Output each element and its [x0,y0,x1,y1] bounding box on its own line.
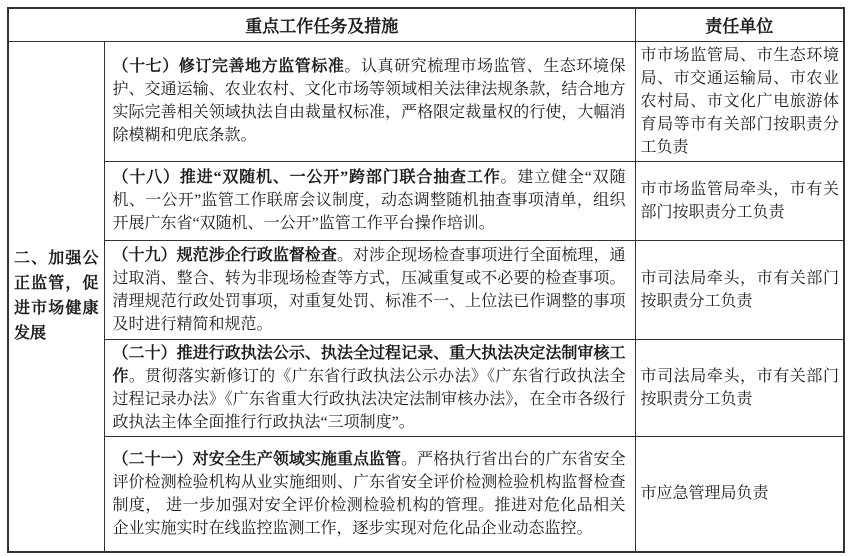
task-body: 。对涉企现场检查事项进行全面梳理，通过取消、整合、转为非现场检查等方式，压减重复或不必要的检查事项。清理规范行政处罚事项，对重复处罚、标准不一、上位法已作调整的事项及时进行精简和规范。 [112,246,626,333]
table-row [8,240,844,339]
task-title: （二十一）对安全生产领域实施重点监管 [112,450,402,468]
category-cell: 二、加强公正监管，促进市场健康发展 [8,41,104,552]
table-row [8,436,844,552]
task-cell [104,161,635,240]
task-title: （十九）规范涉企行政监督检查 [112,246,337,264]
task-body: 。认真研究梳理市场监管、生态环境保护、交通运输、农业农村、文化市场等领域相关法律法规条款，结合地方实际完善相关领域执法自由裁量权标准，严格限定裁量权的行使，大幅消除模糊和兜底条款。 [112,58,626,144]
task-body: 。贯彻落实新修订的《广东省行政执法公示办法》《广东省行政执法全过程记录办法》《广东省重大行政执法决定法制审核办法》，在全市各级行政执法主体全面推行行政执法“三项制度”。 [112,367,626,431]
task-cell [104,240,635,339]
task-body: 。建立健全“双随机、一公开”监管工作联席会议制度，动态调整随机抽查事项清单，组织开展广东省“双随机、一公开”监管工作平台操作培训。 [112,169,626,232]
responsible-unit-cell: 市市场监管局、市生态环境局、市交通运输局、市农业农村局、市文化广电旅游体育局等市有关部门按职责分工负责 [635,41,844,161]
responsible-unit-cell: 市应急管理局负责 [635,436,844,552]
table-row [8,339,844,436]
work-tasks-table [7,7,845,553]
task-cell [104,436,635,552]
task-body: 。严格执行省出台的广东省安全评价检测检验机构从业实施细则、广东省安全评价检测检验机构监督检查制度， 进一步加强对安全评价检测检验机构的管理。推进对危化品相关企业实施实时在线监控监测工作，逐步实现对危化品企业动态监控。 [112,450,626,537]
responsible-unit-cell: 市司法局牵头，市有关部门按职责分工负责 [635,339,844,436]
task-title: （二十）推进行政执法公示、执法全过程记录、重大执法决定法制审核工作 [112,344,626,385]
table-row [8,41,844,161]
task-cell [104,41,635,161]
task-title: （十八）推进“双随机、一公开”跨部门联合抽查工作 [112,169,501,186]
column-header-responsible-unit: 责任单位 [635,8,844,41]
responsible-unit-cell: 市司法局牵头，市有关部门按职责分工负责 [635,240,844,339]
table-row [8,161,844,240]
task-title: （十七）修订完善地方监管标准 [112,58,345,75]
table-header-row [8,8,844,41]
task-cell [104,339,635,436]
responsible-unit-cell: 市市场监管局牵头，市有关部门按职责分工负责 [635,161,844,240]
column-header-tasks: 重点工作任务及措施 [8,8,635,41]
